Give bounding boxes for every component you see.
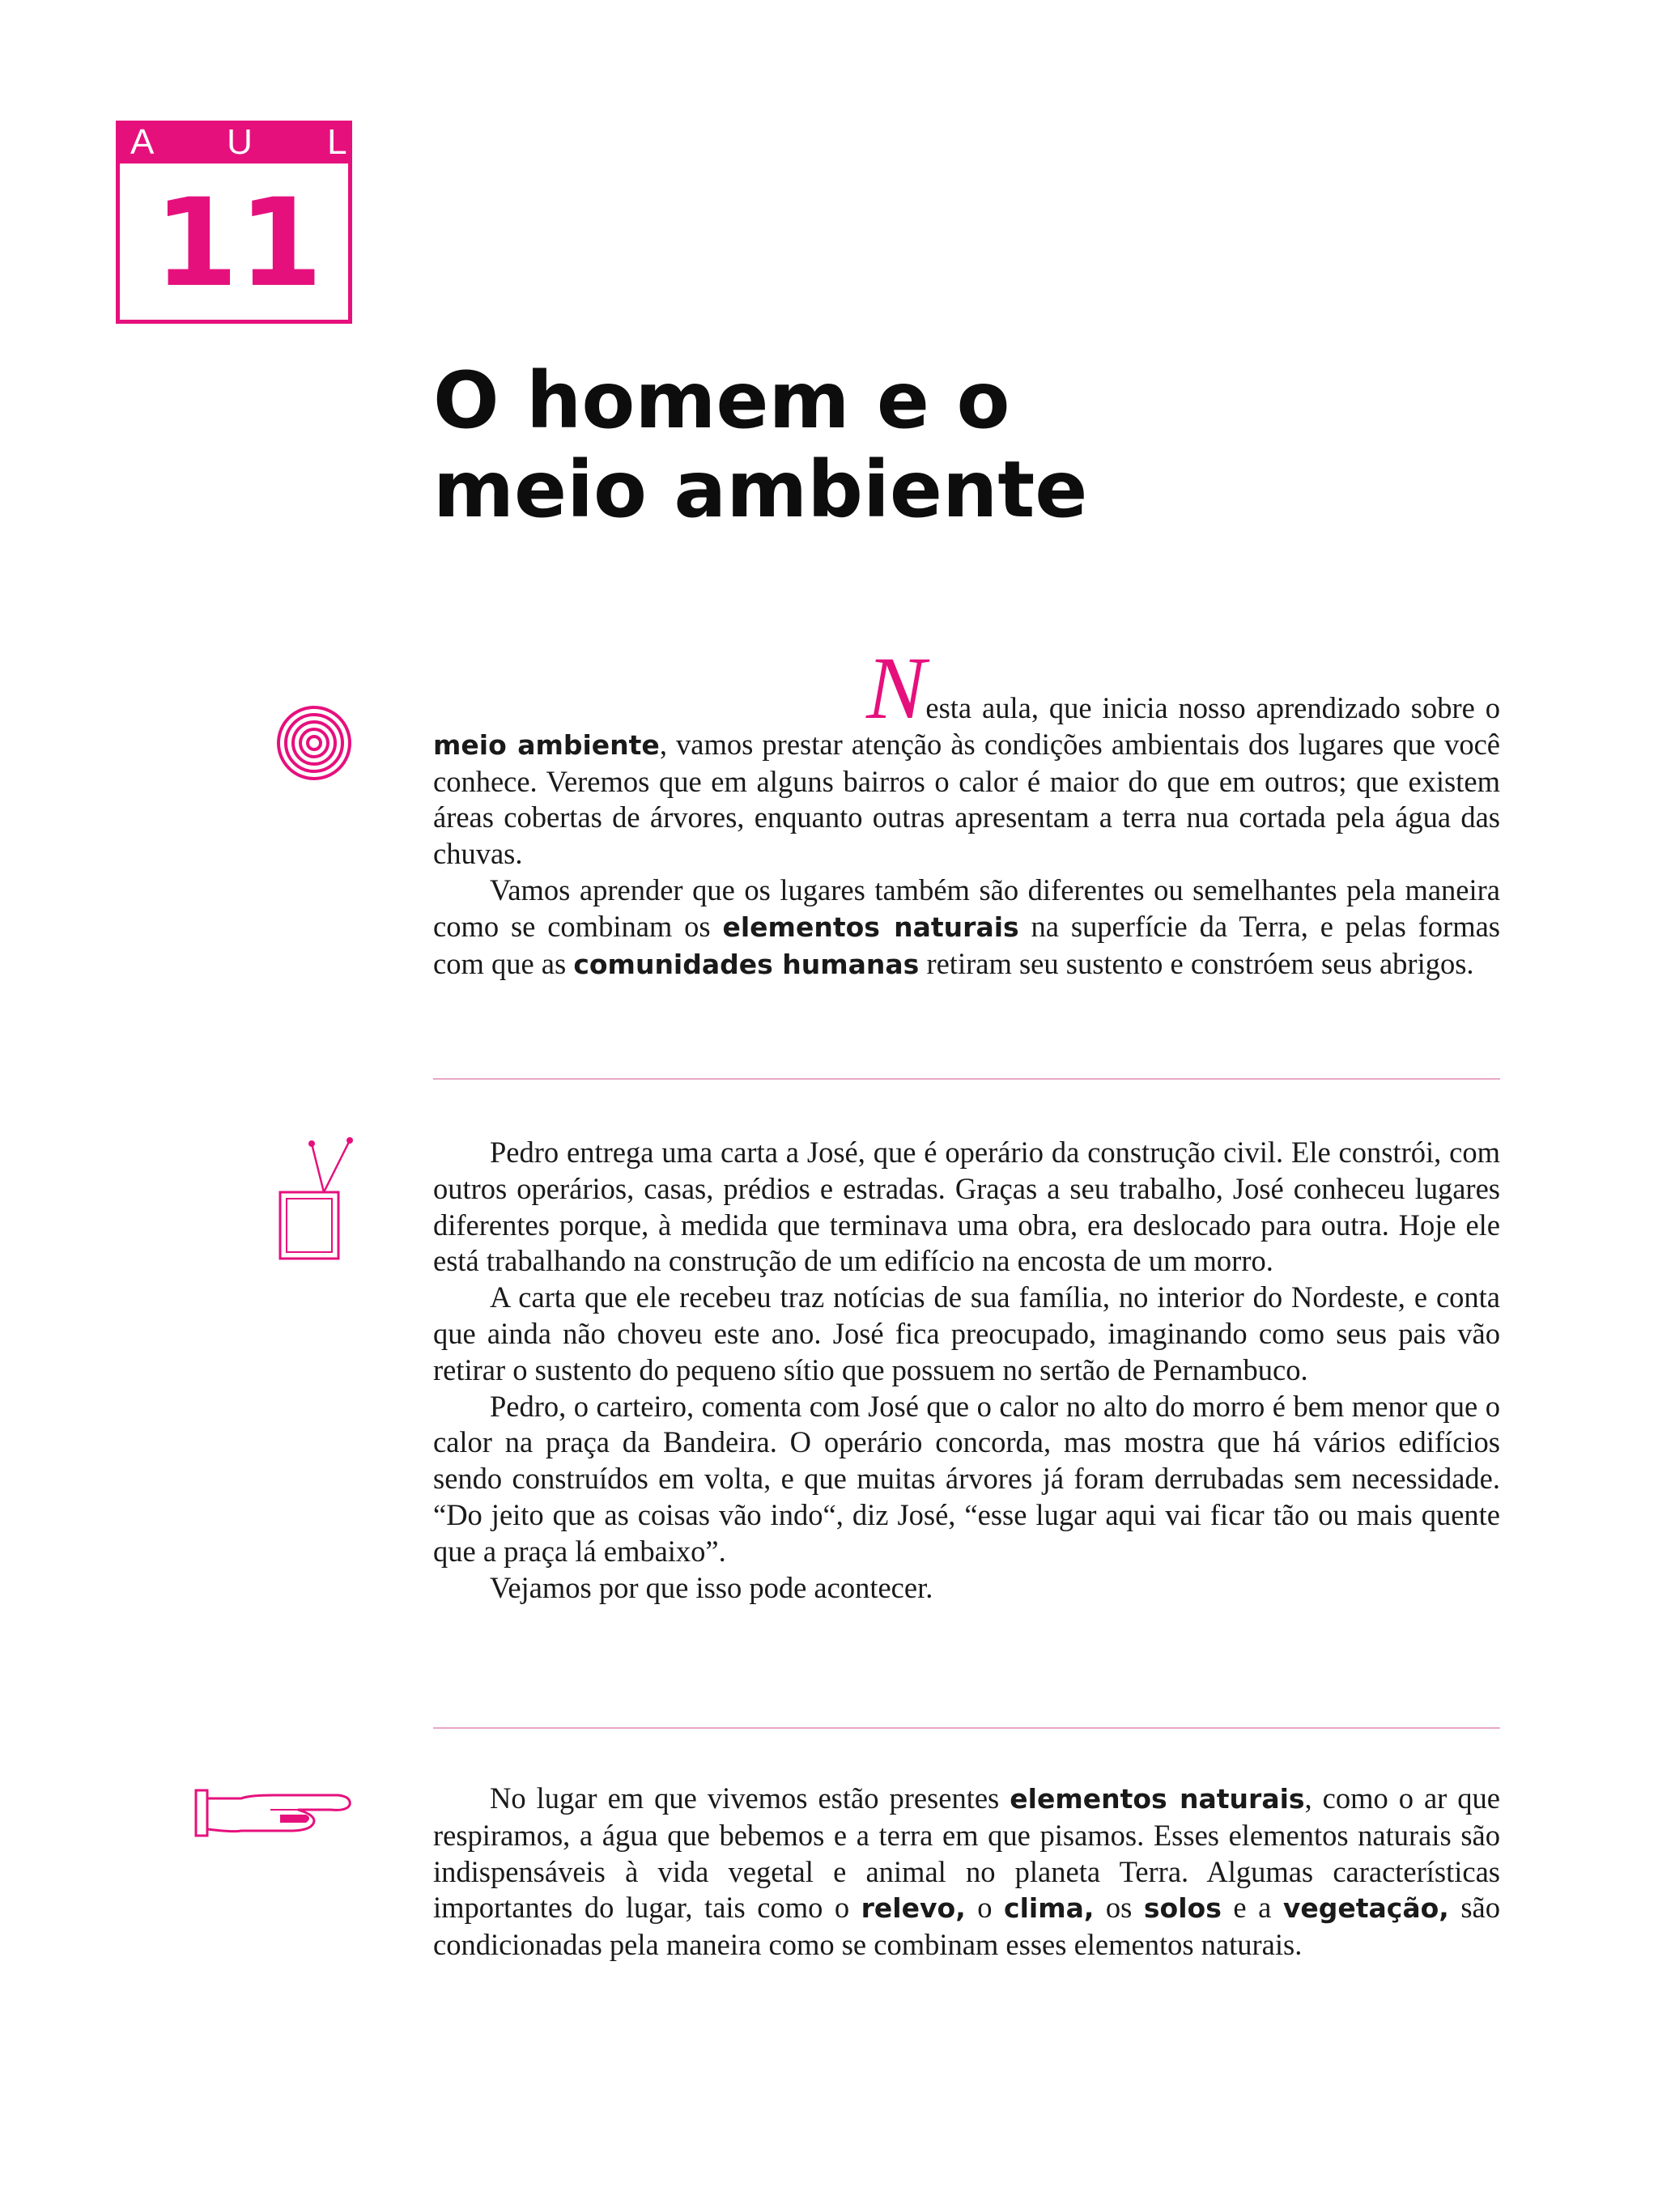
section-divider: [433, 1078, 1500, 1080]
lesson-label: A U L A: [116, 121, 352, 163]
concept-text-c: , como o ar que respiramos, a água que bebemos e a terra em que pisamos. Esses elementos naturais são indispensáveis à vida vegetal e animal no planeta Terra. Algumas características importantes do lugar, tais como o: [433, 1781, 1500, 1925]
concept-text-e: o: [965, 1891, 1005, 1925]
intro-term-meio-ambiente: meio ambiente: [433, 728, 660, 761]
concept-term-relevo: relevo,: [861, 1892, 966, 1925]
intro-p2-c: na superfície da Terra, e pelas formas com que as: [433, 909, 1500, 980]
intro-p2-e: retiram seu sustento e constróem seus abrigos.: [919, 946, 1474, 980]
story-paragraph-1: Pedro entrega uma carta a José, que é operário da construção civil. Ele constrói, com outros operários, casas, prédios e estradas. Graças a seu trabalho, José conheceu lugares diferentes porque, à medida que terminava uma obra, era deslocado para outra. Hoje ele está trabalhando na construção de um edifício na encosta de um morro.: [433, 1136, 1500, 1278]
story-paragraph-4: Vejamos por que isso pode acontecer.: [490, 1570, 933, 1604]
intro-term-comunidades-humanas: comunidades humanas: [573, 948, 920, 980]
concept-term-vegetacao: vegetação,: [1282, 1892, 1449, 1925]
intro-paragraph-1: [433, 639, 1500, 872]
concentric-circles-icon: [275, 704, 353, 782]
lesson-badge: [116, 121, 475, 324]
concept-paragraph: [433, 1781, 1500, 1964]
intro-section: [433, 639, 1500, 983]
story-paragraph-2: A carta que ele recebeu traz notícias de sua família, no interior do Nordeste, e conta que ainda não choveu este ano. José fica preocupado, imaginando como seus pais vão retirar o sustento do pequeno sítio que possuem no sertão de Pernambuco.: [433, 1280, 1500, 1386]
story-section: [433, 1135, 1500, 1606]
title-line-2: meio ambiente: [433, 444, 1088, 535]
story-paragraph-3: Pedro, o carteiro, comenta com José que o calor no alto do morro é bem menor que o calor na praça da Bandeira. O operário concorda, mas mostra que há vários edifícios sendo construídos em volta, e que muitas árvores já foram derrubadas sem necessidade. “Do jeito que as coisas vão indo“, diz José, “esse lugar aqui vai ficar tão ou mais quente que a praça lá embaixo”.: [433, 1389, 1500, 1568]
title-line-1: O homem e o: [433, 355, 1010, 446]
concept-text-k: são condicionadas pela maneira como se combinam esses elementos naturais.: [433, 1891, 1500, 1962]
intro-term-elementos-naturais: elementos naturais: [722, 911, 1019, 943]
intro-paragraph-2: [433, 872, 1500, 983]
intro-text-a: esta aula, que inicia nosso aprendizado sobre o: [925, 691, 1500, 724]
page-title: [433, 356, 1486, 534]
drop-cap: N: [866, 639, 926, 737]
concept-text-a: No lugar em que vivemos estão presentes: [490, 1781, 1010, 1815]
intro-p2-a: Vamos aprender que os lugares também são diferentes ou semelhantes pela maneira como se combinam os: [433, 872, 1500, 943]
television-icon: [275, 1137, 356, 1263]
intro-text-c: , vamos prestar atenção às condições ambientais dos lugares que você conhece. Veremos que em alguns bairros o calor é maior do que em outros; que existem áreas cobertas de árvores, enquanto outras apresentam a terra nua cortada pela água das chuvas.: [433, 727, 1500, 871]
concept-text-i: e a: [1221, 1891, 1283, 1925]
concept-text-g: os: [1094, 1891, 1144, 1925]
concept-term-clima: clima,: [1004, 1892, 1095, 1925]
section-divider: [433, 1727, 1500, 1729]
concept-term-solos: solos: [1143, 1892, 1222, 1925]
lesson-number: 11: [116, 163, 352, 324]
pointing-hand-icon: [193, 1787, 355, 1841]
concept-term-elementos-naturais: elementos naturais: [1010, 1783, 1305, 1815]
concept-section: [433, 1781, 1500, 1964]
